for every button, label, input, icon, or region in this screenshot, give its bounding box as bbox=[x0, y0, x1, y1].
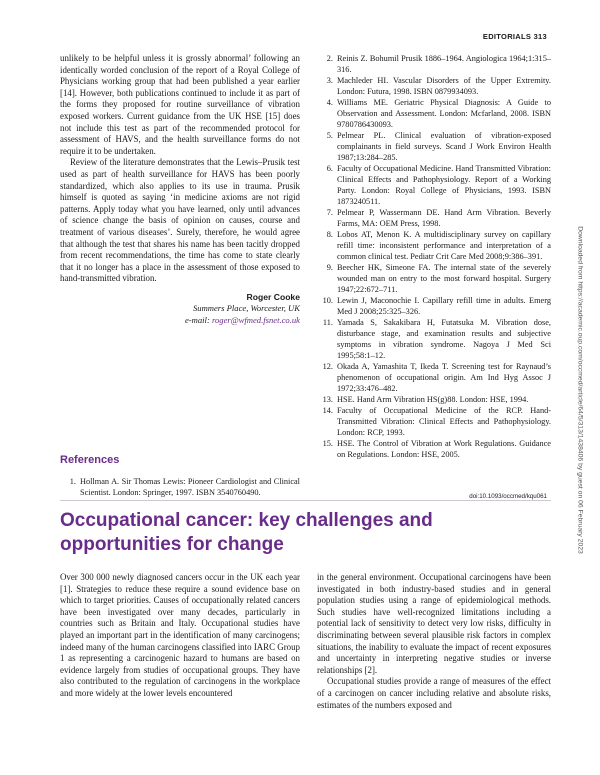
reference-item bbox=[317, 438, 551, 460]
reference-text: Lobos AT, Menon K. A multidisciplinary survey on capillary refill time: inconsistent performance and interpretation of a common clinical test. Pediatr Crit Care Med 2008;9:386–391. bbox=[337, 230, 551, 261]
article-title: Occupational cancer: key challenges and opportunities for change bbox=[60, 510, 433, 555]
reference-item bbox=[317, 262, 551, 295]
reference-number: 15. bbox=[322, 439, 333, 448]
reference-number: 4. bbox=[326, 98, 333, 107]
author-email-link[interactable]: roger@wfmed.fsnet.co.uk bbox=[211, 315, 300, 326]
reference-number: 3. bbox=[326, 76, 333, 85]
reference-text: Okada A, Yamashita T, Ikeda T. Screening test for Raynaud’s phenomenon of occupational origin. Am Ind Hyg Assoc J 1972;33:476–482. bbox=[337, 362, 551, 393]
reference-text: Lewin J, Maconochie I. Capillary refill time in adults. Emerg Med J 2008;25:325–326. bbox=[337, 296, 551, 316]
paragraph: in the general environment. Occupational carcinogens have been investigated in both industry-based studies and in general population studies using a range of epidemiological methods. Such studies have well-recognized limitations including a potential lack of sensitivity to detect very low risks, difficulty in discriminating between several plausible risk factors in complex situations, the inability to evaluate the impact of recent exposures and uncertainty in interpreting negative studies or inverse relationships [2]. bbox=[317, 572, 551, 675]
article-body-right bbox=[317, 572, 551, 711]
paragraph: unlikely to be helpful unless it is grossly abnormal’ following an identically worded conclusion of the report of a Royal College of Physicians working group that had been published a year earlier [14]. However, both publications continued to include it as part of the forms they proposed for routine surveillance of vibration exposed workers. Current guidance from the UK HSE [15] does not include this test as part of the recommended protocol for assessment of HAVS, and the health surveillance forms do not require it to be undertaken. bbox=[60, 53, 300, 156]
reference-number: 14. bbox=[322, 406, 333, 415]
reference-item bbox=[317, 53, 551, 75]
left-column bbox=[60, 53, 300, 327]
paragraph: Occupational studies provide a range of measures of the effect of a carcinogen on cancer including relative and absolute risks, estimates of the numbers exposed and bbox=[317, 676, 551, 710]
reference-number: 11. bbox=[322, 318, 333, 327]
author-address: Summers Place, Worcester, UK bbox=[192, 303, 300, 314]
reference-text: Yamada S, Sakakibara H, Futatsuka M. Vibration dose, disturbance stage, and examination results and subjective symptoms in vibration syndrome. Nagoya J Med Sci 1995;58:1–12. bbox=[337, 318, 551, 360]
reference-text: Pelmear PL. Clinical evaluation of vibration-exposed complainants in field surveys. Scand J Work Environ Health 1987;13:284–285. bbox=[337, 131, 551, 162]
reference-number: 6. bbox=[326, 164, 333, 173]
reference-number: 7. bbox=[326, 208, 333, 217]
reference-text: Beecher HK, Simeone FA. The internal state of the severely wounded man on entry to the most forward hospital. Surgery 1947;22:672–711. bbox=[337, 263, 551, 294]
section-divider bbox=[60, 500, 551, 501]
running-header: EDITORIALS 313 bbox=[482, 32, 547, 41]
references-heading: References bbox=[60, 454, 120, 466]
reference-number: 8. bbox=[326, 230, 333, 239]
reference-item bbox=[317, 163, 551, 207]
reference-text: Machleder HI. Vascular Disorders of the Upper Extremity. London: Futura, 1998. ISBN 0879934093. bbox=[337, 76, 551, 96]
reference-number: 10. bbox=[322, 296, 333, 305]
reference-item bbox=[60, 476, 300, 498]
paragraph: Review of the literature demonstrates that the Lewis–Prusik test used as part of health surveillance for HAVS has been poorly standardized, which also applies to its use in trauma. Prusik himself is quoted as saying ‘in medicine axioms are not rigid patterns. Apply today what you have learned, only until advances of science change the basis of opinion on causes, course and treatment of various diseases’. Surely, therefore, he would agree that although the test that shares his name has been tacitly dropped from recent recommendations, the time has come to state clearly that it no longer has a place in the assessment of those exposed to hand-transmitted vibration. bbox=[60, 157, 300, 284]
reference-text: HSE. The Control of Vibration at Work Regulations. Guidance on Regulations. London: HSE, 2005. bbox=[337, 439, 551, 459]
reference-text: Williams ME. Geriatric Physical Diagnosis: A Guide to Observation and Assessment. London: Mcfarland, 2008. ISBN 9780786430093. bbox=[337, 98, 551, 129]
reference-text: Pelmear P, Wassermann DE. Hand Arm Vibration. Beverly Farms, MA: OEM Press, 1998. bbox=[337, 208, 551, 228]
doi-label[interactable]: doi:10.1093/occmed/kqu061 bbox=[469, 493, 547, 500]
reference-number: 9. bbox=[326, 263, 333, 272]
author-email-line bbox=[60, 315, 300, 327]
author-name: Roger Cooke bbox=[246, 291, 300, 302]
reference-number: 13. bbox=[322, 395, 333, 404]
reference-text: Reinis Z. Bohumil Prusik 1886–1964. Angiologica 1964;1:315–316. bbox=[337, 54, 551, 74]
reference-text: Hollman A. Sir Thomas Lewis: Pioneer Cardiologist and Clinical Scientist. London: Springer, 1997. ISBN 3540760490. bbox=[80, 477, 300, 497]
download-watermark-text: Downloaded from https://academic.oup.com/occmed/article/64/5/313/1438406 by guest on 06 February 2023 bbox=[576, 226, 584, 554]
reference-text: Faculty of Occupational Medicine. Hand Transmitted Vibration: Clinical Effects and Pathophysiology. Report of a Working Party. London: Royal College of Physicians, 1993. ISBN 1873240511. bbox=[337, 164, 551, 206]
reference-item bbox=[317, 130, 551, 163]
reference-item bbox=[317, 229, 551, 262]
references-list-left bbox=[60, 476, 300, 498]
references-list-right bbox=[317, 53, 551, 460]
reference-item bbox=[317, 394, 551, 405]
reference-number: 1. bbox=[69, 477, 76, 486]
author-signature bbox=[60, 292, 300, 327]
article-body-left bbox=[60, 572, 300, 700]
reference-item bbox=[317, 207, 551, 229]
reference-number: 12. bbox=[322, 362, 333, 371]
reference-number: 5. bbox=[326, 131, 333, 140]
reference-item bbox=[317, 317, 551, 361]
email-label: e-mail: bbox=[184, 315, 210, 326]
reference-item bbox=[317, 361, 551, 394]
paragraph: Over 300 000 newly diagnosed cancers occur in the UK each year [1]. Strategies to reduce these require a sound evidence base on which to target priorities. Causes of occupationally related cancers have been investigated over many decades, particularly in countries such as Britain and Italy. Occupational studies have played an important part in the identification of many carcinogens; indeed many of the human carcinogens classified into IARC Group 1 as representing a carcinogenic hazard to humans are based on evidence largely from studies of occupational groups. They have also contributed to the regulation of carcinogens in the workplace and more widely at the lower levels encountered bbox=[60, 572, 300, 698]
reference-item bbox=[317, 295, 551, 317]
reference-text: HSE. Hand Arm Vibration HS(g)88. London: HSE, 1994. bbox=[337, 395, 529, 404]
reference-item bbox=[317, 75, 551, 97]
reference-text: Faculty of Occupational Medicine of the RCP. Hand-Transmitted Vibration: Clinical Effects and Pathophysiology. London: RCP, 1993. bbox=[337, 406, 551, 437]
reference-item bbox=[317, 97, 551, 130]
reference-number: 2. bbox=[326, 54, 333, 63]
reference-item bbox=[317, 405, 551, 438]
